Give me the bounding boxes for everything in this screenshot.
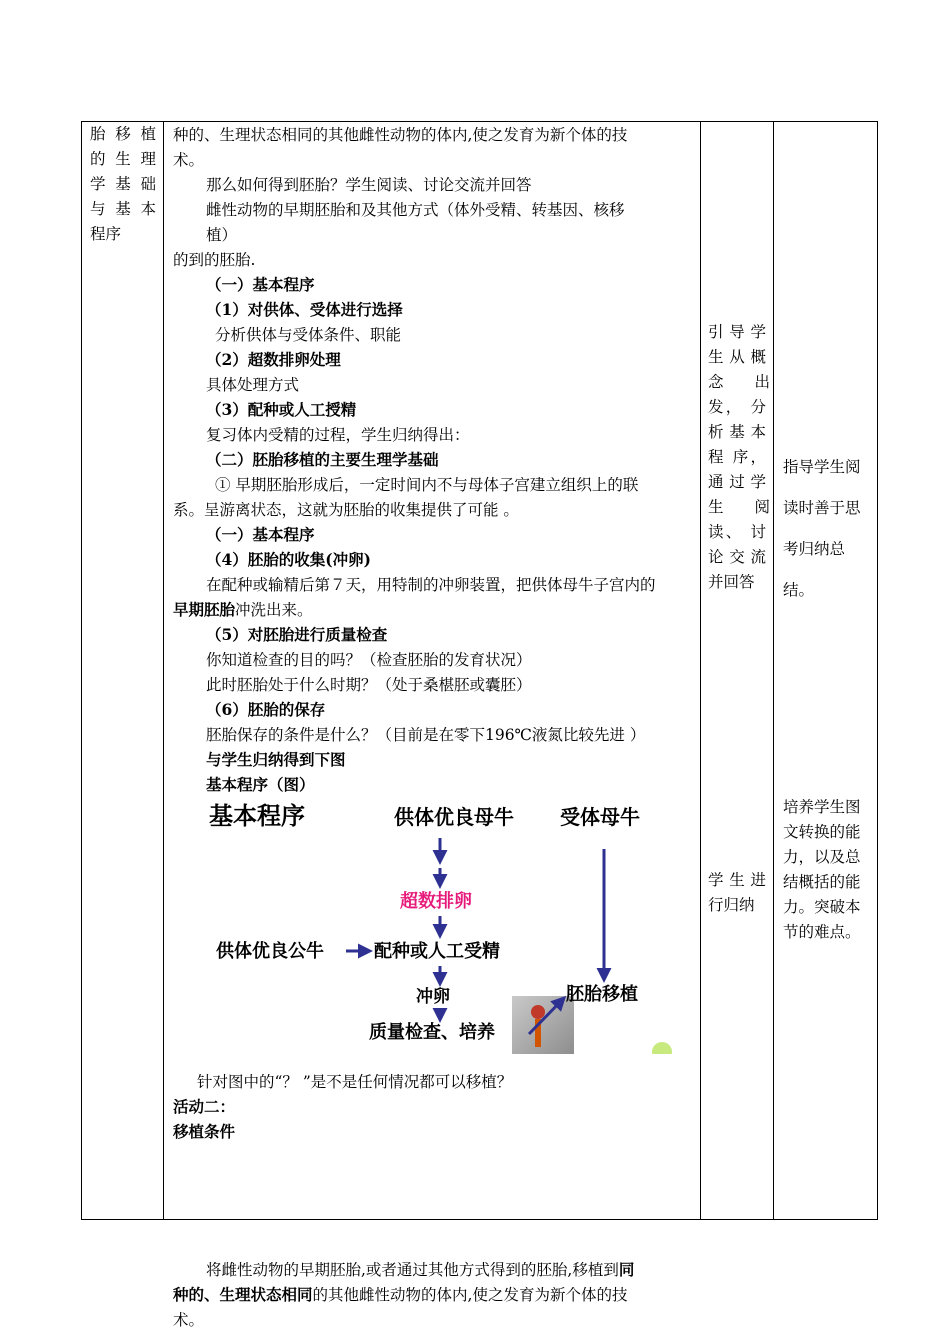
recipient-cow-label: 受体母牛 [560,805,640,829]
cell-line: 生 阅 [708,498,771,516]
mating-label: 配种或人工受精 [374,941,500,962]
text-line: 复习体内受精的过程，学生归纳得出： [206,426,470,444]
embryo-transfer-image [512,996,574,1054]
cell-line: 学 生 进 [708,871,766,889]
topic-cell [82,122,164,1220]
text-line: 基本程序（图） [206,775,315,794]
cell-line: 发， 分 [708,398,766,416]
cell-line: 行归纳 [708,896,755,914]
text-line: 你知道检查的目的吗？（检查胚胎的发育状况） [206,651,532,669]
content-cell [164,122,701,1329]
cell-line: 指导学生阅 [783,458,861,476]
method-cell [701,122,774,1220]
early-embryo-rest: 冲洗出来。 [235,601,313,619]
topic-line: 的 生 理 [90,150,156,168]
cell-line: 结概括的能 [783,873,861,891]
topic-line: 程序 [90,225,122,243]
cell-line: 引 导 学 [708,323,766,341]
final-text-2: 的其他雌性动物的体内,使之发育为新个体的技 [312,1286,628,1304]
text-line: （二）胚胎移植的主要生理学基础 [206,450,439,469]
text-line: 具体处理方式 [206,376,300,394]
text-line: 雌性动物的早期胚胎和及其他方式（体外受精、转基因、核移 [206,201,625,219]
cell-line: 读、 讨 [708,523,766,541]
cell-line: 通 过 学 [708,473,766,491]
cell-line: 考归纳总 [783,540,846,558]
text-line: 分析供体与受体条件、职能 [215,326,402,344]
text-line: 活动二： [173,1097,236,1116]
topic-line: 与 基 本 [90,200,156,218]
text-line: 此时胚胎处于什么时期？（处于桑椹胚或囊胚） [206,676,532,694]
text-line: 术。 [173,151,205,169]
cell-line: 念 出 [708,373,771,391]
text-line: 种的、生理状态相同的其他雌性动物的体内,使之发育为新个体的技 [173,126,628,144]
superovulation-label: 超数排卵 [400,891,472,912]
cell-line: 析 基 本 [708,423,766,441]
text-line: 那么如何得到胚胎？学生阅读、讨论交流并回答 [206,176,532,194]
cell-line: 结。 [783,581,815,599]
text-line: 针对图中的“？ ”是不是任何情况都可以移植？ [197,1073,513,1091]
donor-cow-label: 供体优良母牛 [394,805,514,829]
text-line: 胚胎保存的条件是什么？（目前是在零下196℃液氮比较先进 ） [206,726,646,744]
diagram-title: 基本程序 [209,802,305,830]
final-bold-1: 同 [618,1260,635,1279]
text-line: 的到的胚胎. [173,251,256,269]
text-line: 与学生归纳得到下图 [206,750,346,769]
text-line: （3）配种或人工授精 [206,400,357,419]
text-line: （一）基本程序 [206,275,315,294]
final-text-3: 术。 [173,1311,205,1329]
text-line: （2）超数排卵处理 [206,350,341,369]
embryo-tool-icon [531,1005,545,1019]
method-summary-text [708,868,766,918]
intent-cell [774,122,878,1220]
final-line-2 [173,1285,627,1305]
procedure-diagram [204,794,724,1054]
final-line-3 [173,1310,204,1330]
text-line: 移植条件 [173,1122,236,1141]
cell-line: 论 交 流 [708,548,766,566]
transfer-label: 胚胎移植 [566,984,638,1005]
cell-line: 并回答 [708,573,755,591]
cell-line: 生 从 概 [708,348,766,366]
text-line: （4）胚胎的收集(冲卵) [206,550,371,569]
early-embryo-line [173,600,313,620]
cell-line: 节的难点。 [783,923,861,941]
decorative-ball [652,1042,672,1054]
text-line: ① 早期胚胎形成后，一定时间内不与母体子宫建立组织上的联 [215,476,639,494]
intent-guide-text [783,447,873,611]
text-line: （1）对供体、受体进行选择 [206,300,403,319]
cell-line: 力，以及总 [783,848,861,866]
text-line: 系。呈游离状态，这就为胚胎的收集提供了可能 。 [173,501,519,519]
text-line: （6）胚胎的保存 [206,700,326,719]
quality-label: 质量检查、培养 [369,1022,495,1043]
early-embryo-term: 早期胚胎 [173,600,236,619]
cell-line: 读时善于思 [783,499,861,517]
cell-line: 程 序， [708,448,766,466]
cell-line: 力。突破本 [783,898,861,916]
intent-cultivate-text [783,795,873,945]
cell-line: 培养学生图 [783,798,861,816]
text-line: 植） [206,226,238,244]
text-line: （一）基本程序 [206,525,315,544]
text-line: （5）对胚胎进行质量检查 [206,625,388,644]
lesson-table [81,121,878,1329]
donor-bull-label: 供体优良公牛 [216,941,324,962]
flushing-label: 冲卵 [416,987,450,1007]
topic-line: 学 基 础 [90,175,156,193]
final-text-1: 将雌性动物的早期胚胎,或者通过其他方式得到的胚胎,移植到 [206,1261,619,1279]
final-line-1 [206,1260,634,1280]
text-line: 在配种或输精后第７天，用特制的冲卵装置，把供体母牛子宫内的 [206,576,656,594]
final-bold-2: 种的、生理状态相同 [173,1285,313,1304]
method-guide-text [708,320,771,595]
cell-line: 文转换的能 [783,823,861,841]
topic-label [90,122,156,247]
topic-line: 胎 移 植 [90,125,156,143]
